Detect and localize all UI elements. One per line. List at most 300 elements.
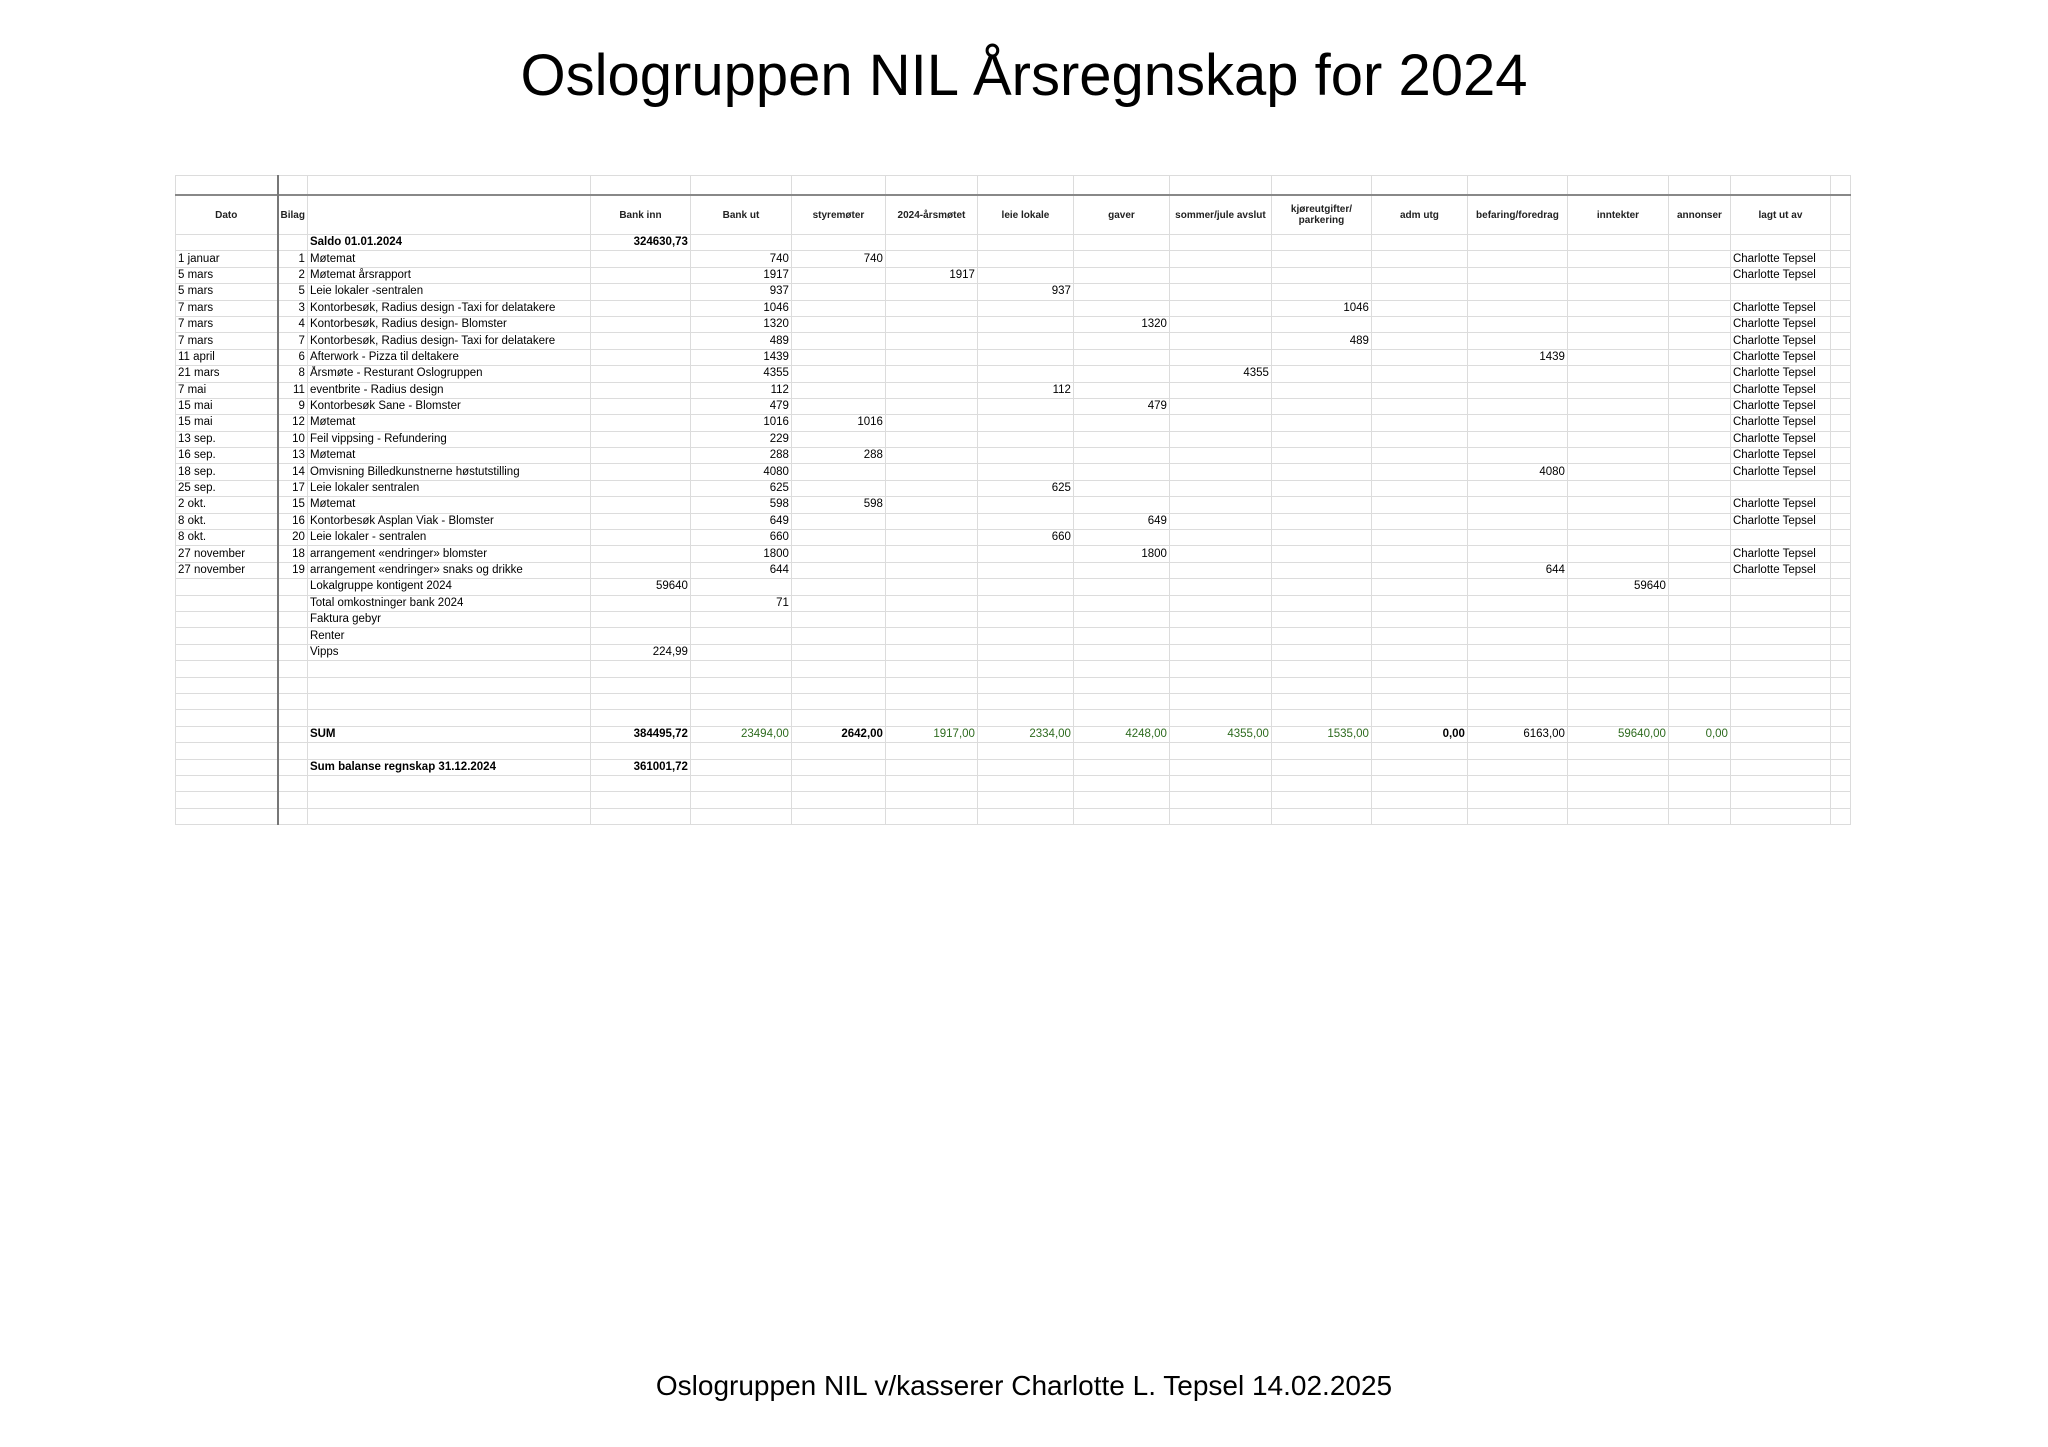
cell-extra[interactable] xyxy=(1830,366,1850,382)
cell-bank-ut[interactable]: 937 xyxy=(690,284,791,300)
cell-annonser[interactable] xyxy=(1668,333,1730,349)
cell-dato[interactable]: 15 mai xyxy=(176,398,278,414)
cell-adm-utg[interactable] xyxy=(1371,661,1467,677)
cell-inntekter[interactable] xyxy=(1567,333,1668,349)
cell-sommer-jule-avslut[interactable] xyxy=(1169,251,1271,267)
cell-inntekter[interactable]: 59640 xyxy=(1567,579,1668,595)
cell-arsmotet[interactable] xyxy=(885,415,977,431)
cell-befaring-foredrag[interactable] xyxy=(1467,366,1567,382)
cell-bank-ut[interactable]: 1439 xyxy=(690,349,791,365)
cell-lagt-ut-av[interactable] xyxy=(1730,775,1830,791)
cell-bilag[interactable] xyxy=(278,743,308,759)
cell-sommer-jule-avslut[interactable] xyxy=(1169,267,1271,283)
cell-lagt-ut-av[interactable] xyxy=(1730,644,1830,660)
cell-inntekter[interactable] xyxy=(1567,448,1668,464)
cell-lagt-ut-av[interactable] xyxy=(1730,235,1830,251)
cell-styremoter[interactable] xyxy=(791,176,885,196)
cell-befaring-foredrag[interactable] xyxy=(1467,284,1567,300)
cell-styremoter[interactable] xyxy=(791,284,885,300)
cell-bank-ut[interactable] xyxy=(690,628,791,644)
cell-befaring-foredrag[interactable] xyxy=(1467,415,1567,431)
cell-gaver[interactable] xyxy=(1073,611,1169,627)
cell-extra[interactable] xyxy=(1830,759,1850,775)
cell-leie-lokale[interactable] xyxy=(977,775,1073,791)
cell-kjoreutgifter[interactable] xyxy=(1271,759,1371,775)
cell-arsmotet[interactable] xyxy=(885,562,977,578)
cell-arsmotet[interactable] xyxy=(885,513,977,529)
cell-befaring-foredrag[interactable] xyxy=(1467,759,1567,775)
cell-bilag[interactable]: 1 xyxy=(278,251,308,267)
cell-leie-lokale[interactable] xyxy=(977,513,1073,529)
cell-beskrivelse[interactable]: Kontorbesøk, Radius design- Blomster xyxy=(307,316,590,332)
cell-adm-utg[interactable] xyxy=(1371,366,1467,382)
cell-sommer-jule-avslut[interactable] xyxy=(1169,530,1271,546)
cell-arsmotet[interactable] xyxy=(885,284,977,300)
cell-lagt-ut-av[interactable]: Charlotte Tepsel xyxy=(1730,497,1830,513)
cell-styremoter[interactable] xyxy=(791,661,885,677)
cell-annonser[interactable]: 0,00 xyxy=(1668,726,1730,742)
cell-bank-ut[interactable] xyxy=(690,644,791,660)
cell-beskrivelse[interactable]: arrangement «endringer» snaks og drikke xyxy=(307,562,590,578)
cell-bank-ut[interactable] xyxy=(690,808,791,824)
cell-styremoter[interactable]: 288 xyxy=(791,448,885,464)
cell-adm-utg[interactable] xyxy=(1371,628,1467,644)
cell-lagt-ut-av[interactable]: Charlotte Tepsel xyxy=(1730,366,1830,382)
cell-arsmotet[interactable] xyxy=(885,546,977,562)
cell-befaring-foredrag[interactable] xyxy=(1467,743,1567,759)
cell-inntekter[interactable] xyxy=(1567,710,1668,726)
cell-beskrivelse[interactable] xyxy=(307,743,590,759)
cell-kjoreutgifter[interactable] xyxy=(1271,562,1371,578)
cell-adm-utg[interactable] xyxy=(1371,235,1467,251)
cell-dato[interactable] xyxy=(176,644,278,660)
cell-bank-ut[interactable]: 1046 xyxy=(690,300,791,316)
cell-extra[interactable] xyxy=(1830,251,1850,267)
cell-bank-ut[interactable]: 4355 xyxy=(690,366,791,382)
cell-extra[interactable] xyxy=(1830,349,1850,365)
cell-annonser[interactable] xyxy=(1668,693,1730,709)
cell-leie-lokale[interactable] xyxy=(977,808,1073,824)
cell-beskrivelse[interactable]: Kontorbesøk, Radius design- Taxi for delatakere xyxy=(307,333,590,349)
cell-annonser[interactable] xyxy=(1668,530,1730,546)
cell-sommer-jule-avslut[interactable] xyxy=(1169,349,1271,365)
cell-adm-utg[interactable] xyxy=(1371,382,1467,398)
cell-leie-lokale[interactable] xyxy=(977,710,1073,726)
cell-arsmotet[interactable] xyxy=(885,693,977,709)
cell-sommer-jule-avslut[interactable] xyxy=(1169,661,1271,677)
cell-adm-utg[interactable]: 0,00 xyxy=(1371,726,1467,742)
cell-beskrivelse[interactable]: Afterwork - Pizza til deltakere xyxy=(307,349,590,365)
cell-bilag[interactable]: 3 xyxy=(278,300,308,316)
cell-dato[interactable]: 2 okt. xyxy=(176,497,278,513)
cell-kjoreutgifter[interactable]: 489 xyxy=(1271,333,1371,349)
cell-annonser[interactable] xyxy=(1668,644,1730,660)
cell-annonser[interactable] xyxy=(1668,415,1730,431)
cell-arsmotet[interactable] xyxy=(885,595,977,611)
cell-styremoter[interactable] xyxy=(791,677,885,693)
cell-bank-inn[interactable] xyxy=(590,497,690,513)
cell-bank-ut[interactable]: 288 xyxy=(690,448,791,464)
cell-gaver[interactable] xyxy=(1073,628,1169,644)
cell-styremoter[interactable] xyxy=(791,579,885,595)
cell-bilag[interactable]: 2 xyxy=(278,267,308,283)
cell-bilag[interactable] xyxy=(278,628,308,644)
cell-arsmotet[interactable] xyxy=(885,661,977,677)
cell-befaring-foredrag[interactable] xyxy=(1467,448,1567,464)
cell-dato[interactable]: 7 mars xyxy=(176,316,278,332)
cell-bank-ut[interactable] xyxy=(690,677,791,693)
cell-lagt-ut-av[interactable] xyxy=(1730,808,1830,824)
cell-kjoreutgifter[interactable] xyxy=(1271,251,1371,267)
cell-gaver[interactable]: 4248,00 xyxy=(1073,726,1169,742)
cell-extra[interactable] xyxy=(1830,415,1850,431)
cell-annonser[interactable] xyxy=(1668,300,1730,316)
cell-dato[interactable]: 11 april xyxy=(176,349,278,365)
cell-annonser[interactable] xyxy=(1668,284,1730,300)
cell-styremoter[interactable] xyxy=(791,775,885,791)
cell-extra[interactable] xyxy=(1830,398,1850,414)
cell-dato[interactable] xyxy=(176,661,278,677)
cell-beskrivelse[interactable]: Feil vippsing - Refundering xyxy=(307,431,590,447)
cell-extra[interactable] xyxy=(1830,176,1850,196)
cell-annonser[interactable] xyxy=(1668,710,1730,726)
cell-befaring-foredrag[interactable] xyxy=(1467,792,1567,808)
cell-extra[interactable] xyxy=(1830,497,1850,513)
cell-beskrivelse[interactable]: Kontorbesøk Sane - Blomster xyxy=(307,398,590,414)
cell-arsmotet[interactable] xyxy=(885,316,977,332)
cell-kjoreutgifter[interactable] xyxy=(1271,579,1371,595)
cell-befaring-foredrag[interactable] xyxy=(1467,480,1567,496)
cell-inntekter[interactable]: 59640,00 xyxy=(1567,726,1668,742)
cell-bank-inn[interactable]: 384495,72 xyxy=(590,726,690,742)
cell-sommer-jule-avslut[interactable] xyxy=(1169,710,1271,726)
cell-extra[interactable] xyxy=(1830,693,1850,709)
cell-lagt-ut-av[interactable]: Charlotte Tepsel xyxy=(1730,546,1830,562)
cell-bank-inn[interactable] xyxy=(590,792,690,808)
cell-leie-lokale[interactable] xyxy=(977,661,1073,677)
cell-inntekter[interactable] xyxy=(1567,300,1668,316)
cell-dato[interactable]: 25 sep. xyxy=(176,480,278,496)
cell-dato[interactable]: 27 november xyxy=(176,546,278,562)
cell-adm-utg[interactable] xyxy=(1371,562,1467,578)
cell-lagt-ut-av[interactable] xyxy=(1730,176,1830,196)
cell-styremoter[interactable] xyxy=(791,267,885,283)
cell-kjoreutgifter[interactable] xyxy=(1271,775,1371,791)
cell-extra[interactable] xyxy=(1830,546,1850,562)
cell-arsmotet[interactable]: 1917,00 xyxy=(885,726,977,742)
cell-bilag[interactable] xyxy=(278,611,308,627)
cell-bank-inn[interactable]: 324630,73 xyxy=(590,235,690,251)
cell-bilag[interactable]: 4 xyxy=(278,316,308,332)
cell-styremoter[interactable] xyxy=(791,743,885,759)
cell-styremoter[interactable] xyxy=(791,530,885,546)
cell-kjoreutgifter[interactable] xyxy=(1271,366,1371,382)
cell-bilag[interactable]: 17 xyxy=(278,480,308,496)
cell-kjoreutgifter[interactable] xyxy=(1271,530,1371,546)
cell-befaring-foredrag[interactable] xyxy=(1467,579,1567,595)
cell-kjoreutgifter[interactable] xyxy=(1271,415,1371,431)
cell-bank-inn[interactable]: 224,99 xyxy=(590,644,690,660)
cell-annonser[interactable] xyxy=(1668,792,1730,808)
cell-sommer-jule-avslut[interactable] xyxy=(1169,431,1271,447)
cell-beskrivelse[interactable] xyxy=(307,792,590,808)
cell-arsmotet[interactable] xyxy=(885,677,977,693)
cell-arsmotet[interactable] xyxy=(885,251,977,267)
cell-bank-ut[interactable]: 1917 xyxy=(690,267,791,283)
cell-adm-utg[interactable] xyxy=(1371,176,1467,196)
cell-extra[interactable] xyxy=(1830,710,1850,726)
cell-adm-utg[interactable] xyxy=(1371,677,1467,693)
cell-adm-utg[interactable] xyxy=(1371,497,1467,513)
cell-lagt-ut-av[interactable]: Charlotte Tepsel xyxy=(1730,349,1830,365)
cell-kjoreutgifter[interactable] xyxy=(1271,316,1371,332)
cell-arsmotet[interactable] xyxy=(885,759,977,775)
cell-inntekter[interactable] xyxy=(1567,775,1668,791)
cell-leie-lokale[interactable] xyxy=(977,415,1073,431)
cell-bilag[interactable] xyxy=(278,759,308,775)
cell-gaver[interactable] xyxy=(1073,792,1169,808)
cell-lagt-ut-av[interactable]: Charlotte Tepsel xyxy=(1730,333,1830,349)
cell-lagt-ut-av[interactable]: Charlotte Tepsel xyxy=(1730,513,1830,529)
cell-beskrivelse[interactable] xyxy=(307,693,590,709)
cell-adm-utg[interactable] xyxy=(1371,464,1467,480)
cell-leie-lokale[interactable]: 2334,00 xyxy=(977,726,1073,742)
cell-leie-lokale[interactable] xyxy=(977,595,1073,611)
cell-inntekter[interactable] xyxy=(1567,562,1668,578)
cell-kjoreutgifter[interactable] xyxy=(1271,480,1371,496)
cell-sommer-jule-avslut[interactable] xyxy=(1169,448,1271,464)
cell-bank-inn[interactable] xyxy=(590,677,690,693)
cell-leie-lokale[interactable] xyxy=(977,497,1073,513)
cell-beskrivelse[interactable]: Leie lokaler -sentralen xyxy=(307,284,590,300)
cell-dato[interactable]: 15 mai xyxy=(176,415,278,431)
cell-lagt-ut-av[interactable] xyxy=(1730,759,1830,775)
cell-styremoter[interactable] xyxy=(791,333,885,349)
cell-dato[interactable] xyxy=(176,693,278,709)
cell-sommer-jule-avslut[interactable] xyxy=(1169,611,1271,627)
cell-bilag[interactable] xyxy=(278,579,308,595)
cell-extra[interactable] xyxy=(1830,775,1850,791)
cell-dato[interactable] xyxy=(176,611,278,627)
cell-extra[interactable] xyxy=(1830,431,1850,447)
cell-adm-utg[interactable] xyxy=(1371,333,1467,349)
cell-styremoter[interactable] xyxy=(791,235,885,251)
cell-dato[interactable] xyxy=(176,176,278,196)
cell-sommer-jule-avslut[interactable] xyxy=(1169,546,1271,562)
cell-bank-ut[interactable] xyxy=(690,710,791,726)
cell-kjoreutgifter[interactable] xyxy=(1271,267,1371,283)
cell-inntekter[interactable] xyxy=(1567,759,1668,775)
cell-kjoreutgifter[interactable] xyxy=(1271,546,1371,562)
cell-gaver[interactable] xyxy=(1073,497,1169,513)
cell-befaring-foredrag[interactable] xyxy=(1467,611,1567,627)
cell-bilag[interactable]: 10 xyxy=(278,431,308,447)
cell-gaver[interactable] xyxy=(1073,251,1169,267)
cell-gaver[interactable] xyxy=(1073,644,1169,660)
cell-befaring-foredrag[interactable] xyxy=(1467,267,1567,283)
cell-beskrivelse[interactable]: Møtemat xyxy=(307,251,590,267)
cell-leie-lokale[interactable] xyxy=(977,316,1073,332)
cell-befaring-foredrag[interactable] xyxy=(1467,333,1567,349)
cell-leie-lokale[interactable] xyxy=(977,333,1073,349)
cell-bank-ut[interactable]: 660 xyxy=(690,530,791,546)
cell-dato[interactable] xyxy=(176,579,278,595)
cell-adm-utg[interactable] xyxy=(1371,284,1467,300)
cell-bilag[interactable]: 19 xyxy=(278,562,308,578)
cell-bank-inn[interactable] xyxy=(590,284,690,300)
cell-dato[interactable]: 16 sep. xyxy=(176,448,278,464)
cell-befaring-foredrag[interactable] xyxy=(1467,497,1567,513)
cell-leie-lokale[interactable] xyxy=(977,349,1073,365)
cell-styremoter[interactable]: 598 xyxy=(791,497,885,513)
cell-dato[interactable] xyxy=(176,808,278,824)
cell-extra[interactable] xyxy=(1830,792,1850,808)
cell-bank-ut[interactable] xyxy=(690,759,791,775)
cell-extra[interactable] xyxy=(1830,628,1850,644)
cell-gaver[interactable] xyxy=(1073,530,1169,546)
cell-bank-ut[interactable]: 4080 xyxy=(690,464,791,480)
cell-bilag[interactable]: 6 xyxy=(278,349,308,365)
cell-inntekter[interactable] xyxy=(1567,415,1668,431)
cell-befaring-foredrag[interactable] xyxy=(1467,513,1567,529)
cell-extra[interactable] xyxy=(1830,743,1850,759)
cell-gaver[interactable] xyxy=(1073,382,1169,398)
cell-sommer-jule-avslut[interactable] xyxy=(1169,595,1271,611)
cell-annonser[interactable] xyxy=(1668,661,1730,677)
cell-leie-lokale[interactable] xyxy=(977,235,1073,251)
cell-beskrivelse[interactable]: Møtemat årsrapport xyxy=(307,267,590,283)
cell-inntekter[interactable] xyxy=(1567,349,1668,365)
cell-bank-inn[interactable] xyxy=(590,333,690,349)
cell-styremoter[interactable] xyxy=(791,710,885,726)
cell-annonser[interactable] xyxy=(1668,677,1730,693)
cell-bank-inn[interactable] xyxy=(590,693,690,709)
cell-annonser[interactable] xyxy=(1668,431,1730,447)
cell-bank-inn[interactable]: 59640 xyxy=(590,579,690,595)
cell-sommer-jule-avslut[interactable] xyxy=(1169,333,1271,349)
cell-inntekter[interactable] xyxy=(1567,661,1668,677)
cell-gaver[interactable] xyxy=(1073,431,1169,447)
cell-kjoreutgifter[interactable] xyxy=(1271,431,1371,447)
cell-styremoter[interactable] xyxy=(791,759,885,775)
cell-extra[interactable] xyxy=(1830,300,1850,316)
cell-leie-lokale[interactable] xyxy=(977,251,1073,267)
cell-bank-ut[interactable]: 489 xyxy=(690,333,791,349)
cell-bank-inn[interactable] xyxy=(590,480,690,496)
cell-annonser[interactable] xyxy=(1668,382,1730,398)
cell-adm-utg[interactable] xyxy=(1371,743,1467,759)
cell-bilag[interactable]: 13 xyxy=(278,448,308,464)
cell-dato[interactable]: 27 november xyxy=(176,562,278,578)
cell-sommer-jule-avslut[interactable] xyxy=(1169,792,1271,808)
cell-adm-utg[interactable] xyxy=(1371,644,1467,660)
cell-befaring-foredrag[interactable] xyxy=(1467,677,1567,693)
cell-bilag[interactable] xyxy=(278,677,308,693)
cell-styremoter[interactable] xyxy=(791,431,885,447)
cell-arsmotet[interactable] xyxy=(885,300,977,316)
cell-styremoter[interactable] xyxy=(791,595,885,611)
cell-bank-ut[interactable]: 479 xyxy=(690,398,791,414)
cell-gaver[interactable] xyxy=(1073,579,1169,595)
cell-bank-ut[interactable] xyxy=(690,579,791,595)
cell-bank-inn[interactable] xyxy=(590,267,690,283)
cell-extra[interactable] xyxy=(1830,333,1850,349)
cell-bilag[interactable] xyxy=(278,808,308,824)
cell-gaver[interactable] xyxy=(1073,349,1169,365)
cell-bilag[interactable] xyxy=(278,710,308,726)
cell-dato[interactable]: 5 mars xyxy=(176,284,278,300)
cell-styremoter[interactable] xyxy=(791,628,885,644)
cell-beskrivelse[interactable] xyxy=(307,710,590,726)
cell-befaring-foredrag[interactable] xyxy=(1467,398,1567,414)
cell-sommer-jule-avslut[interactable] xyxy=(1169,176,1271,196)
cell-lagt-ut-av[interactable] xyxy=(1730,677,1830,693)
cell-gaver[interactable] xyxy=(1073,464,1169,480)
cell-arsmotet[interactable] xyxy=(885,431,977,447)
cell-bank-ut[interactable]: 1320 xyxy=(690,316,791,332)
cell-bilag[interactable]: 20 xyxy=(278,530,308,546)
cell-befaring-foredrag[interactable] xyxy=(1467,628,1567,644)
cell-sommer-jule-avslut[interactable] xyxy=(1169,300,1271,316)
cell-adm-utg[interactable] xyxy=(1371,415,1467,431)
cell-extra[interactable] xyxy=(1830,677,1850,693)
cell-leie-lokale[interactable] xyxy=(977,366,1073,382)
cell-adm-utg[interactable] xyxy=(1371,530,1467,546)
cell-beskrivelse[interactable] xyxy=(307,775,590,791)
cell-extra[interactable] xyxy=(1830,235,1850,251)
cell-bank-inn[interactable] xyxy=(590,448,690,464)
cell-bilag[interactable] xyxy=(278,644,308,660)
cell-befaring-foredrag[interactable] xyxy=(1467,644,1567,660)
cell-leie-lokale[interactable] xyxy=(977,759,1073,775)
cell-bilag[interactable]: 8 xyxy=(278,366,308,382)
cell-arsmotet[interactable] xyxy=(885,743,977,759)
cell-sommer-jule-avslut[interactable] xyxy=(1169,235,1271,251)
cell-sommer-jule-avslut[interactable] xyxy=(1169,480,1271,496)
cell-bank-inn[interactable] xyxy=(590,366,690,382)
cell-adm-utg[interactable] xyxy=(1371,513,1467,529)
cell-beskrivelse[interactable]: Møtemat xyxy=(307,415,590,431)
cell-sommer-jule-avslut[interactable] xyxy=(1169,562,1271,578)
cell-extra[interactable] xyxy=(1830,382,1850,398)
cell-annonser[interactable] xyxy=(1668,513,1730,529)
cell-inntekter[interactable] xyxy=(1567,693,1668,709)
cell-lagt-ut-av[interactable] xyxy=(1730,792,1830,808)
cell-lagt-ut-av[interactable]: Charlotte Tepsel xyxy=(1730,316,1830,332)
cell-kjoreutgifter[interactable] xyxy=(1271,398,1371,414)
cell-bank-ut[interactable]: 740 xyxy=(690,251,791,267)
cell-sommer-jule-avslut[interactable] xyxy=(1169,579,1271,595)
cell-leie-lokale[interactable] xyxy=(977,176,1073,196)
cell-styremoter[interactable]: 1016 xyxy=(791,415,885,431)
cell-befaring-foredrag[interactable] xyxy=(1467,595,1567,611)
cell-beskrivelse[interactable]: Leie lokaler - sentralen xyxy=(307,530,590,546)
cell-sommer-jule-avslut[interactable] xyxy=(1169,464,1271,480)
cell-adm-utg[interactable] xyxy=(1371,398,1467,414)
cell-leie-lokale[interactable] xyxy=(977,644,1073,660)
cell-kjoreutgifter[interactable] xyxy=(1271,661,1371,677)
cell-extra[interactable] xyxy=(1830,316,1850,332)
cell-dato[interactable]: 8 okt. xyxy=(176,513,278,529)
cell-inntekter[interactable] xyxy=(1567,808,1668,824)
cell-adm-utg[interactable] xyxy=(1371,611,1467,627)
cell-arsmotet[interactable] xyxy=(885,398,977,414)
cell-beskrivelse[interactable]: Møtemat xyxy=(307,448,590,464)
cell-arsmotet[interactable] xyxy=(885,480,977,496)
cell-bank-inn[interactable] xyxy=(590,611,690,627)
cell-lagt-ut-av[interactable]: Charlotte Tepsel xyxy=(1730,562,1830,578)
cell-styremoter[interactable] xyxy=(791,300,885,316)
